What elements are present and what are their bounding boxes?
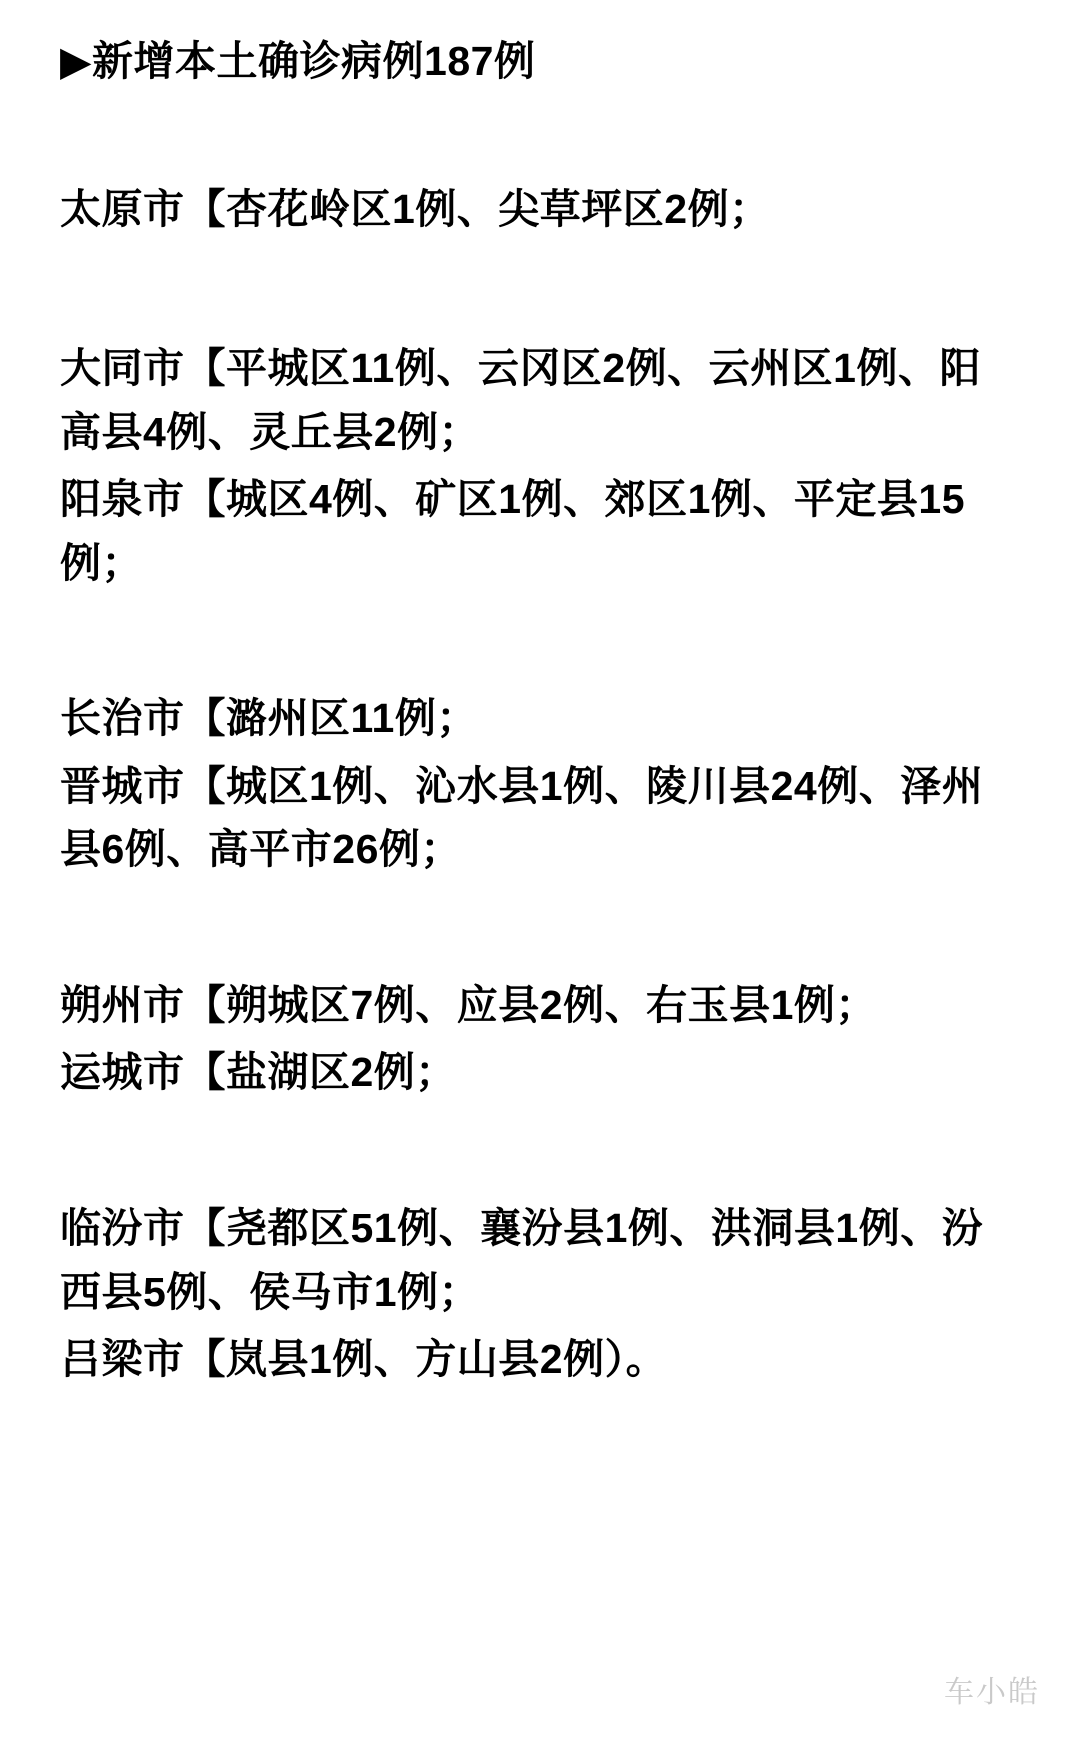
spacer	[60, 245, 1020, 337]
spacer	[60, 599, 1020, 687]
page-title: ▶新增本土确诊病例187例	[60, 38, 536, 84]
paragraph-linfen: 临汾市【尧都区51例、襄汾县1例、洪洞县1例、汾西县5例、侯马市1例；	[60, 1205, 984, 1315]
paragraph-datong: 大同市【平城区11例、云冈区2例、云州区1例、阳高县4例、灵丘县2例；	[60, 345, 981, 455]
paragraph-shuozhou: 朔州市【朔城区7例、应县2例、右玉县1例；	[60, 981, 877, 1028]
paragraph-changzhi: 长治市【潞州区11例；	[60, 695, 478, 742]
paragraph-taiyuan: 太原市【杏花岭区1例、尖草坪区2例；	[60, 185, 771, 232]
watermark: 车小皓	[944, 1676, 1040, 1709]
spacer	[60, 886, 1020, 974]
spacer	[60, 104, 1020, 178]
paragraph-yuncheng: 运城市【盐湖区2例；	[60, 1049, 457, 1096]
document-body	[60, 30, 1020, 1392]
paragraph-lvliang: 吕梁市【岚县1例、方山县2例）。	[60, 1336, 668, 1383]
paragraph-jincheng: 晋城市【城区1例、沁水县1例、陵川县24例、泽州县6例、高平市26例；	[60, 762, 984, 873]
paragraph-yangquan: 阳泉市【城区4例、矿区1例、郊区1例、平定县15例；	[60, 476, 966, 586]
spacer	[60, 1109, 1020, 1197]
